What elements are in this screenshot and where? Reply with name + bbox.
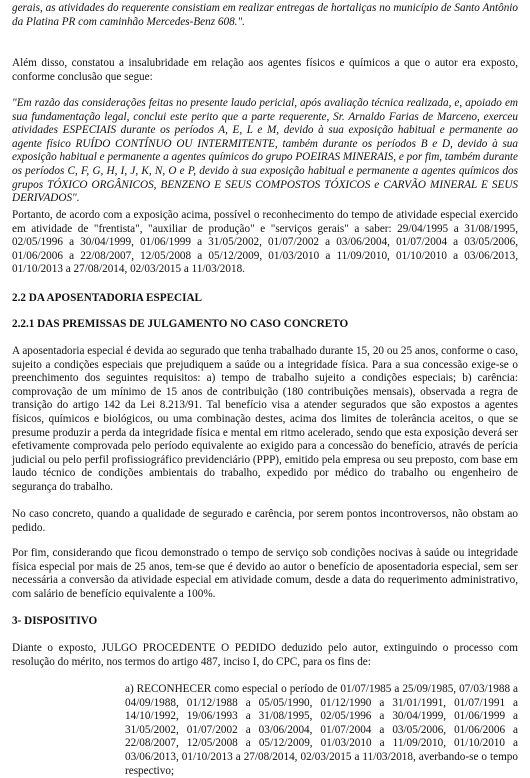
intro-paragraph: gerais, as atividades do requerente consistiam em realizar entregas de hortaliças no município de Santo Antônio da Platina PR com caminhão Mercedes-Benz 608.". xyxy=(12,2,518,28)
diante-paragraph: Diante o exposto, JULGO PROCEDENTE O PEDIDO deduzido pelo autor, extinguindo o processo com resolução do mérito, nos termos do artigo 487, inciso I, do CPC, para os fins de: xyxy=(12,642,518,668)
section-heading-2-2-1: 2.2.1 DAS PREMISSAS DE JULGAMENTO NO CASO CONCRETO xyxy=(12,318,349,330)
portanto-paragraph: Portanto, de acordo com a exposição acima, possível o reconhecimento do tempo de atividade especial exercido em atividade de "frentista", "auxiliar de produção" e "serviços gerais" a saber: 29/04/1995 a 31/08/1995, 02/05/1996 a 30/04/1999, 01/06/1999 a 31/05/2002, 01/07/2002 a 03/06/2004, 01/07/2004 a 03/05/2006, 01/06/2006 a 22/08/2007, 12/05/2008 a 05/12/2009, 01/03/2010 a 11/09/2010, 01/10/2010 a 03/06/2013, 01/10/2013 a 27/08/2014, 02/03/2015 a 11/03/2018. xyxy=(12,209,518,276)
aposentadoria-paragraph: A aposentadoria especial é devida ao segurado que tenha trabalhado durante 15, 20 ou 25 anos, conforme o caso, sujeito a condições especiais que prejudiquem a saúde ou a integridade física. Para a sua concessão exige-se o preenchimento dos seguintes requisitos: a) tempo de trabalho sujeito a condições especiais; b) carência: comprovação de um mínimo de 15 anos de contribuição (180 contribuições mensais), observada a regra de transição do artigo 142 da Lei 8.213/91. Tal benefício visa a atender segurados que são expostos a agentes físicos, químicos e biológicos, ou uma combinação destes, acima dos limites de tolerância aceitos, o que se presume produzir a perda da integridade física e mental em ritmo acelerado, sendo que esta exposição deverá ser efetivamente comprovada pelo período equivalente ao exigido para a concessão do benefício, através de perícia judicial ou pelo perfil profissiográfico previdenciário (PPP), emitido pela empresa ou seu preposto, com base em laudo técnico de condições ambientais do trabalho, expedido por médico do trabalho ou engenheiro de segurança do trabalho. xyxy=(12,345,518,493)
dispositivo-item-a: a) RECONHECER como especial o período de 01/07/1985 a 25/09/1985, 07/03/1988 a 04/09/1988, 01/12/1988 a 05/05/1990, 01/12/1990 a 31/01/1991, 01/07/1991 a 14/10/1992, 19/06/1993 a 31/08/1995, 02/05/1996 a 30/04/1999, 01/06/1999 a 31/05/2002, 01/07/2002 a 03/06/2004, 01/07/2004 a 03/05/2006, 01/06/2006 a 22/08/2007, 12/05/2008 a 05/12/2009, 01/03/2010 a 11/09/2010, 01/10/2010 a 03/06/2013, 01/10/2013 a 27/08/2014, 02/03/2015 a 11/03/2018, averbando-se o tempo respectivo; xyxy=(125,683,518,777)
por-fim-paragraph: Por fim, considerando que ficou demonstrado o tempo de serviço sob condições nocivas à saúde ou integridade física especial por mais de 25 anos, tem-se que é devido ao autor o benefício de aposentadoria especial, sem ser necessária a conversão da atividade especial em atividade comum, desde a data do requerimento administrativo, com salário de benefício equivalente a 100%. xyxy=(12,547,518,600)
insalubridade-paragraph: Além disso, constatou a insalubridade em relação aos agentes físicos e químicos a que o autor era exposto, conforme conclusão que segue: xyxy=(12,57,518,83)
caso-concreto-paragraph: No caso concreto, quando a qualidade de segurado e carência, por serem pontos incontroversos, não obstam ao pedido. xyxy=(12,508,518,534)
laudo-quote-paragraph: "Em razão das considerações feitas no presente laudo pericial, após avaliação técnica realizada, e, apoiado em sua fundamentação legal, conclui este perito que a parte requerente, Sr. Arnaldo Farias de Marceno, exerceu atividades ESPECIAIS durante os períodos A, E, L e M, devido à sua exposição habitual e permanente ao agente físico RUÍDO CONTÍNUO OU INTERMITENTE, também durante os períodos B e D, devido à sua exposição habitual e permanente a agentes químicos do grupo POEIRAS MINERAIS, e por fim, também durante os períodos C, F, G, H, I, J, K, N, O e P, devido à sua exposição habitual e permanente a agentes químicos dos grupos TÓXICO ORGÂNICOS, BENZENO E SEUS COMPOSTOS TÓXICOS e CARVÃO MINERAL E SEUS DERIVADOS". xyxy=(12,97,518,205)
section-heading-2-2: 2.2 DA APOSENTADORIA ESPECIAL xyxy=(12,292,203,304)
section-heading-3: 3- DISPOSITIVO xyxy=(12,615,98,627)
